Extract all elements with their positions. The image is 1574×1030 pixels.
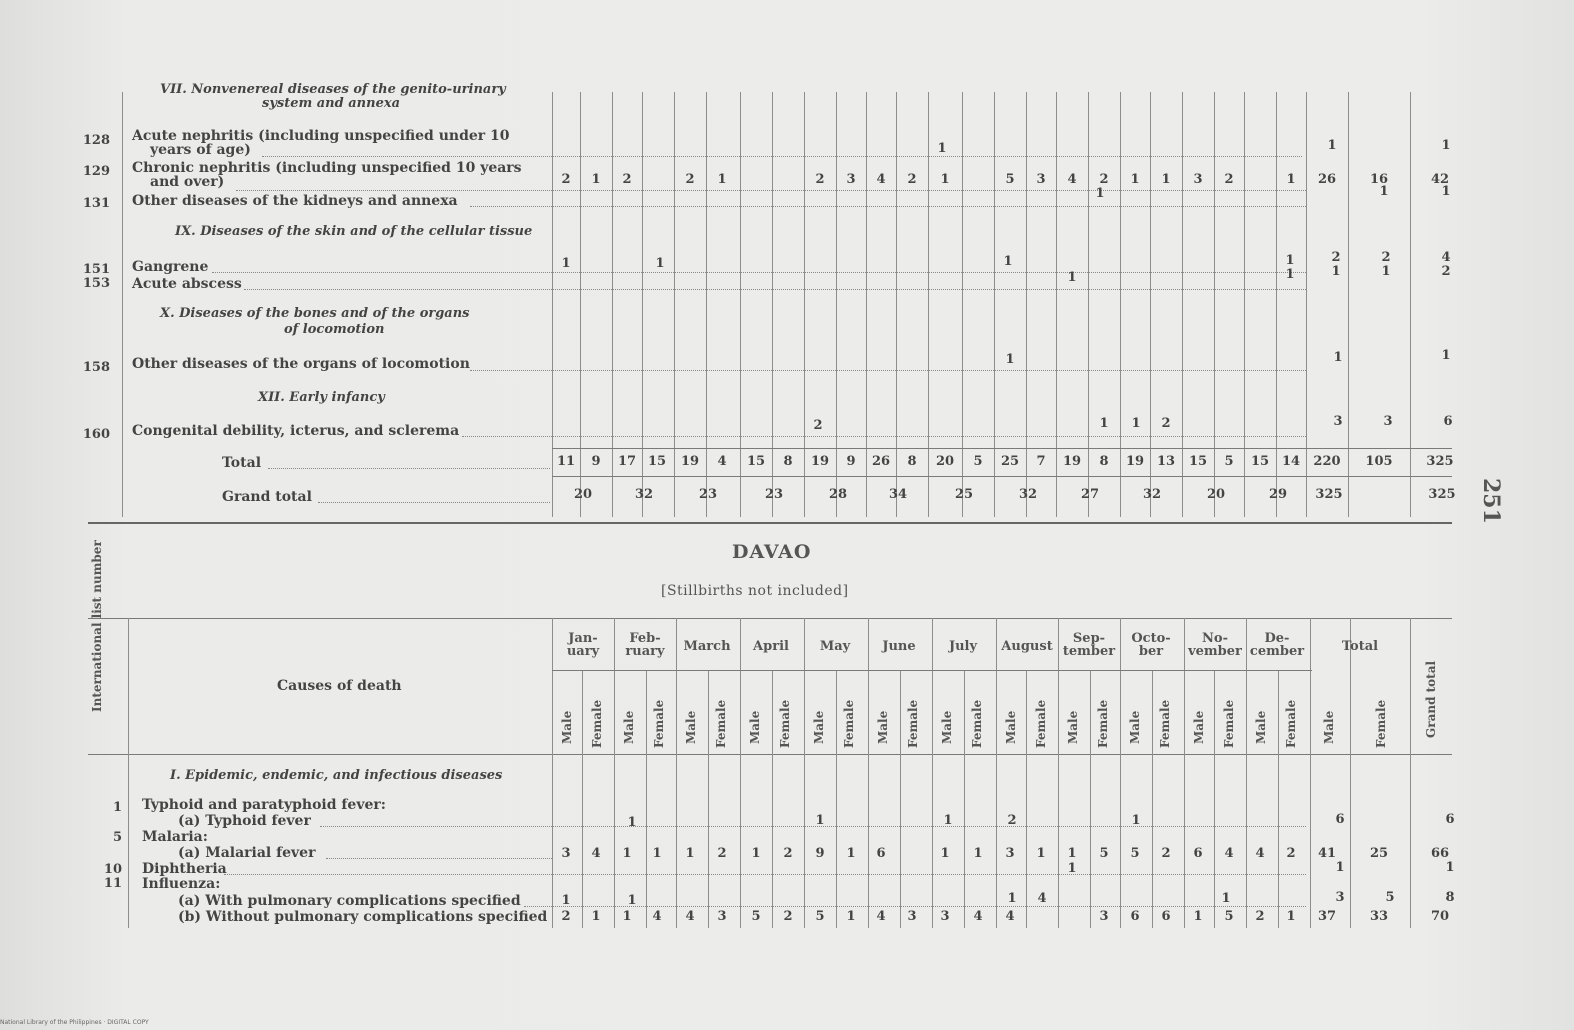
cell-128-grand: 1 [1441, 138, 1451, 153]
row-number-5: 5 [112, 830, 122, 845]
malarial-cell: 1 [940, 846, 950, 861]
male-header: Male [876, 710, 890, 744]
total-cell: 9 [591, 454, 601, 469]
malarial-cell: 1 [1036, 846, 1046, 861]
month-header-6: July [948, 639, 978, 654]
malarial-cell: 2 [1286, 846, 1296, 861]
total-cell: 220 [1313, 454, 1341, 469]
row-label-128-cont: years of age) [150, 142, 251, 158]
month-header-7: August [1001, 639, 1053, 654]
column-rule [868, 618, 869, 928]
column-rule [1026, 670, 1027, 928]
grand-total-cell: 32 [1142, 487, 1162, 502]
row-label-malaria: Malaria: [142, 829, 208, 845]
without-pulmonary-cell: 37 [1317, 909, 1337, 924]
section-x-heading-2: of locomotion [284, 322, 385, 337]
row-129-cell: 2 [622, 172, 632, 187]
column-rule [1120, 618, 1121, 928]
column-rule [1090, 670, 1091, 928]
page-subtitle: [Stillbirths not included] [661, 583, 849, 599]
row-129-cell: 2 [561, 172, 571, 187]
row-number-1: 1 [112, 800, 122, 815]
malarial-cell: 1 [652, 846, 662, 861]
grand-total-cell: 20 [573, 487, 593, 502]
total-cell: 26 [871, 454, 891, 469]
male-header: Male [1254, 710, 1268, 744]
total-cell: 11 [556, 454, 576, 469]
row-number-10: 10 [103, 862, 122, 877]
column-rule [1214, 670, 1215, 928]
male-header: Male [1192, 710, 1206, 744]
grand-total-cell: 325 [1428, 487, 1456, 502]
grand-total-cell: 25 [954, 487, 974, 502]
grand-total-cell: 29 [1268, 487, 1288, 502]
scanned-page: VII. Nonvenereal diseases of the genito-urinary system and annexa 128 Acute nephritis (including unspecified under 10 years of age) 1 1 1 129 Chronic nephritis (including unspecified 10 years and over) 2 1 2 2 1 2 3 4 2 1 5 3 4 2 1 1 3 2 1 26 16 42 131 Other diseases of the kidneys and annexa 1 1 1 IX. Diseases of the skin and of the cellular tissue 151 Gangrene 1 1 1 1 2 2 4 153 Acute abscess 1 1 1 1 2 X. Diseases of the bones and of the organs of locomotion 158 Other diseases of the organs of locomotion 1 1 1 XII. Early infancy 160 Congenital debility, icterus, and sclerema 2 1 1 2 3 3 6 Total 11 9 17 15 19 4 15 8 19 9 26 8 20 5 25 7 19 8 19 13 15 5 15 14 220 105 325 Grand total 20 32 23 23 28 34 25 32 27 32 20 29 325 325 251 DAVAO [Stillbirths not included] International list number Causes of death Jan- uary Male Female Feb- ruary Male Female March Male Female April Male Female May Male Female June Male Female July Male Female August Male Female Sep- tember Male Female Octo- ber Male Female No- vember Male Female De- cember Male Female Total Male Female Grand total I. Epidemic, endemic, and infectious diseases 1 Typhoid and paratyphoid fever: (a) Typhoid fever 1 1 1 2 1 6 6 5 Malaria: (a) Malarial fever 3 4 1 1 1 2 1 2 9 1 6 1 1 3 1 1 5 5 2 6 4 4 2 41 25 66 10 Diphtheria 1 1 1 11 Influenza: (a) With pulmonary complications specified 1 1 1 4 1 3 5 8 (b) Without pulmonary complications specified 2 1 1 4 4 3 5 2 5 1 4 3 3 4 4 3 6 6 1 5 2 1 37 33 70 National Library of the Philippines · DIGITAL COPY [0, 0, 1574, 1030]
without-pulmonary-cell: 5 [751, 909, 761, 924]
section-ix-heading: IX. Diseases of the skin and of the cellular tissue [175, 224, 533, 239]
column-rule [1278, 670, 1279, 928]
total-cell: 17 [617, 454, 637, 469]
female-header: Female [590, 699, 604, 748]
total-cell: 8 [783, 454, 793, 469]
row-129-cell: 26 [1317, 172, 1337, 187]
without-pulmonary-cell: 4 [685, 909, 695, 924]
column-rule [1152, 670, 1153, 928]
row-label-typhoid-fever: (a) Typhoid fever [178, 813, 311, 829]
column-rule [708, 670, 709, 928]
row-label-158: Other diseases of the organs of locomotion [132, 356, 470, 372]
male-header: Male [1066, 710, 1080, 744]
column-rule [932, 618, 933, 928]
malarial-cell: 1 [1067, 846, 1077, 861]
female-header: Female [970, 699, 984, 748]
page-title: DAVAO [732, 541, 812, 563]
male-header: Male [560, 710, 574, 744]
without-pulmonary-cell: 1 [622, 909, 632, 924]
column-rule [1058, 618, 1059, 928]
footer-credit: National Library of the Philippines · DIGITAL COPY [0, 1019, 149, 1026]
male-header: Male [1322, 710, 1336, 744]
grand-total-cell: 27 [1080, 487, 1100, 502]
without-pulmonary-cell: 3 [1099, 909, 1109, 924]
malarial-cell: 6 [1193, 846, 1203, 861]
row-129-cell: 3 [1036, 172, 1046, 187]
total-cell: 9 [846, 454, 856, 469]
total-cell: 105 [1365, 454, 1393, 469]
column-rule [1350, 618, 1351, 928]
malarial-cell: 6 [876, 846, 886, 861]
without-pulmonary-cell: 4 [973, 909, 983, 924]
total-cell: 15 [647, 454, 667, 469]
without-pulmonary-cell: 1 [1286, 909, 1296, 924]
malarial-cell: 66 [1430, 846, 1450, 861]
total-cell: 4 [717, 454, 727, 469]
malarial-cell: 4 [1224, 846, 1234, 861]
month-header-0: Jan- uary [566, 631, 600, 659]
row-label-128: Acute nephritis (including unspecified under 10 [132, 128, 510, 144]
column-rule [614, 618, 615, 928]
malarial-cell: 1 [751, 846, 761, 861]
female-header: Female [1034, 699, 1048, 748]
row-129-cell: 1 [1286, 172, 1296, 187]
row-129-cell: 1 [591, 172, 601, 187]
without-pulmonary-cell: 2 [561, 909, 571, 924]
intl-list-number-header: International list number [90, 540, 104, 712]
row-label-without-pulmonary: (b) Without pulmonary complications specified [178, 909, 548, 925]
grand-total-cell: 23 [764, 487, 784, 502]
total-cell: 13 [1156, 454, 1176, 469]
female-header: Female [1374, 699, 1388, 748]
section-xii-heading: XII. Early infancy [258, 390, 385, 405]
malarial-cell: 41 [1317, 846, 1337, 861]
total-cell: 7 [1036, 454, 1046, 469]
without-pulmonary-cell: 2 [783, 909, 793, 924]
row-number-131: 131 [82, 196, 110, 211]
total-cell: 325 [1426, 454, 1454, 469]
row-129-cell: 2 [685, 172, 695, 187]
month-header-1: Feb- ruary [625, 631, 665, 659]
month-header-11: De- cember [1249, 631, 1305, 659]
male-header: Male [1004, 710, 1018, 744]
male-header: Male [684, 710, 698, 744]
grand-total-cell: 32 [1018, 487, 1038, 502]
row-number-11: 11 [103, 876, 122, 891]
grand-total-label: Grand total [222, 489, 312, 505]
column-rule [646, 670, 647, 928]
row-number-160: 160 [82, 427, 110, 442]
section-i-heading: I. Epidemic, endemic, and infectious diseases [170, 768, 503, 783]
month-header-2: March [683, 639, 731, 654]
section-x-heading: X. Diseases of the bones and of the organs [160, 306, 470, 321]
malarial-cell: 3 [1005, 846, 1015, 861]
row-label-129-cont: and over) [150, 174, 225, 190]
malarial-cell: 5 [1130, 846, 1140, 861]
column-rule [836, 670, 837, 928]
month-header-9: Octo- ber [1131, 631, 1171, 659]
page-number: 251 [1478, 478, 1504, 524]
row-label-malarial-fever: (a) Malarial fever [178, 845, 316, 861]
column-rule [740, 618, 741, 928]
row-129-cell: 1 [940, 172, 950, 187]
total-cell: 5 [973, 454, 983, 469]
malarial-cell: 1 [973, 846, 983, 861]
without-pulmonary-cell: 6 [1161, 909, 1171, 924]
row-129-cell: 16 [1369, 172, 1389, 187]
month-header-4: May [819, 639, 851, 654]
row-129-cell: 3 [1193, 172, 1203, 187]
total-cell: 14 [1281, 454, 1301, 469]
row-129-cell: 5 [1005, 172, 1015, 187]
female-header: Female [906, 699, 920, 748]
total-cell: 19 [1062, 454, 1082, 469]
section-vii-heading-2: system and annexa [262, 96, 401, 111]
row-label-131: Other diseases of the kidneys and annexa [132, 193, 458, 209]
row-129-cell: 3 [846, 172, 856, 187]
malarial-cell: 2 [1161, 846, 1171, 861]
total-cell: 5 [1224, 454, 1234, 469]
column-rule [772, 670, 773, 928]
without-pulmonary-cell: 3 [907, 909, 917, 924]
month-header-12: Total [1341, 639, 1379, 654]
row-129-cell: 2 [1099, 172, 1109, 187]
month-header-5: June [882, 639, 916, 654]
row-label-with-pulmonary: (a) With pulmonary complications specified [178, 893, 521, 909]
malarial-cell: 1 [622, 846, 632, 861]
causes-header: Causes of death [277, 678, 402, 694]
row-label-153: Acute abscess [132, 276, 242, 292]
female-header: Female [842, 699, 856, 748]
female-header: Female [778, 699, 792, 748]
cell-128-june-female: 1 [937, 141, 947, 156]
column-rule [996, 618, 997, 928]
without-pulmonary-cell: 2 [1255, 909, 1265, 924]
row-label-160: Congenital debility, icterus, and sclerema [132, 423, 460, 439]
grand-total-cell: 325 [1315, 487, 1343, 502]
month-header-10: No- vember [1188, 631, 1242, 659]
without-pulmonary-cell: 1 [591, 909, 601, 924]
row-number-153: 153 [82, 276, 110, 291]
male-header: Male [622, 710, 636, 744]
without-pulmonary-cell: 4 [876, 909, 886, 924]
without-pulmonary-cell: 70 [1430, 909, 1450, 924]
column-rule [1410, 618, 1411, 928]
malarial-cell: 4 [591, 846, 601, 861]
column-rule [900, 670, 901, 928]
without-pulmonary-cell: 5 [1224, 909, 1234, 924]
section-vii-heading: VII. Nonvenereal diseases of the genito-urinary [160, 82, 506, 97]
without-pulmonary-cell: 4 [652, 909, 662, 924]
total-cell: 15 [1188, 454, 1208, 469]
cell-128-total-male: 1 [1327, 138, 1337, 153]
grand-total-cell: 20 [1206, 487, 1226, 502]
row-129-cell: 2 [907, 172, 917, 187]
female-header: Female [714, 699, 728, 748]
without-pulmonary-cell: 1 [846, 909, 856, 924]
column-rule [1184, 618, 1185, 928]
total-cell: 19 [810, 454, 830, 469]
malarial-cell: 3 [561, 846, 571, 861]
without-pulmonary-cell: 3 [940, 909, 950, 924]
malarial-cell: 1 [685, 846, 695, 861]
column-rule [804, 618, 805, 928]
malarial-cell: 4 [1255, 846, 1265, 861]
without-pulmonary-cell: 3 [717, 909, 727, 924]
column-rule [676, 618, 677, 928]
grand-total-header: Grand total [1424, 660, 1438, 738]
malarial-cell: 9 [815, 846, 825, 861]
female-header: Female [1096, 699, 1110, 748]
malarial-cell: 5 [1099, 846, 1109, 861]
without-pulmonary-cell: 1 [1193, 909, 1203, 924]
row-label-151: Gangrene [132, 259, 209, 275]
female-header: Female [1158, 699, 1172, 748]
row-number-128: 128 [82, 133, 110, 148]
row-129-cell: 42 [1430, 172, 1450, 187]
row-number-129: 129 [82, 164, 110, 179]
row-label-diphtheria: Diphtheria [142, 861, 227, 877]
column-rule [1310, 618, 1311, 928]
row-129-cell: 4 [1067, 172, 1077, 187]
without-pulmonary-cell: 4 [1005, 909, 1015, 924]
month-header-8: Sep- tember [1062, 631, 1116, 659]
total-cell: 8 [1099, 454, 1109, 469]
row-label-typhoid: Typhoid and paratyphoid fever: [142, 797, 386, 813]
row-129-cell: 2 [1224, 172, 1234, 187]
total-cell: 25 [1000, 454, 1020, 469]
grand-total-cell: 34 [888, 487, 908, 502]
row-number-158: 158 [82, 360, 110, 375]
row-129-cell: 2 [815, 172, 825, 187]
without-pulmonary-cell: 5 [815, 909, 825, 924]
row-label-influenza: Influenza: [142, 876, 221, 892]
malarial-cell: 2 [717, 846, 727, 861]
month-header-3: April [753, 639, 789, 654]
malarial-cell: 2 [783, 846, 793, 861]
column-rule [582, 670, 583, 928]
row-number-151: 151 [82, 262, 110, 277]
grand-total-cell: 32 [634, 487, 654, 502]
total-cell: 20 [935, 454, 955, 469]
row-129-cell: 1 [1161, 172, 1171, 187]
total-cell: 15 [1250, 454, 1270, 469]
female-header: Female [1222, 699, 1236, 748]
male-header: Male [940, 710, 954, 744]
grand-total-cell: 23 [698, 487, 718, 502]
total-cell: 19 [1125, 454, 1145, 469]
malarial-cell: 25 [1369, 846, 1389, 861]
male-header: Male [812, 710, 826, 744]
column-rule [964, 670, 965, 928]
total-label: Total [222, 455, 262, 471]
total-cell: 15 [746, 454, 766, 469]
malarial-cell: 1 [846, 846, 856, 861]
row-129-cell: 1 [717, 172, 727, 187]
without-pulmonary-cell: 6 [1130, 909, 1140, 924]
male-header: Male [748, 710, 762, 744]
row-129-cell: 4 [876, 172, 886, 187]
total-cell: 8 [907, 454, 917, 469]
female-header: Female [1284, 699, 1298, 748]
male-header: Male [1128, 710, 1142, 744]
row-label-129: Chronic nephritis (including unspecified 10 years [132, 160, 522, 176]
total-cell: 19 [680, 454, 700, 469]
grand-total-cell: 28 [828, 487, 848, 502]
column-rule [1246, 618, 1247, 928]
without-pulmonary-cell: 33 [1369, 909, 1389, 924]
female-header: Female [652, 699, 666, 748]
row-129-cell: 1 [1130, 172, 1140, 187]
